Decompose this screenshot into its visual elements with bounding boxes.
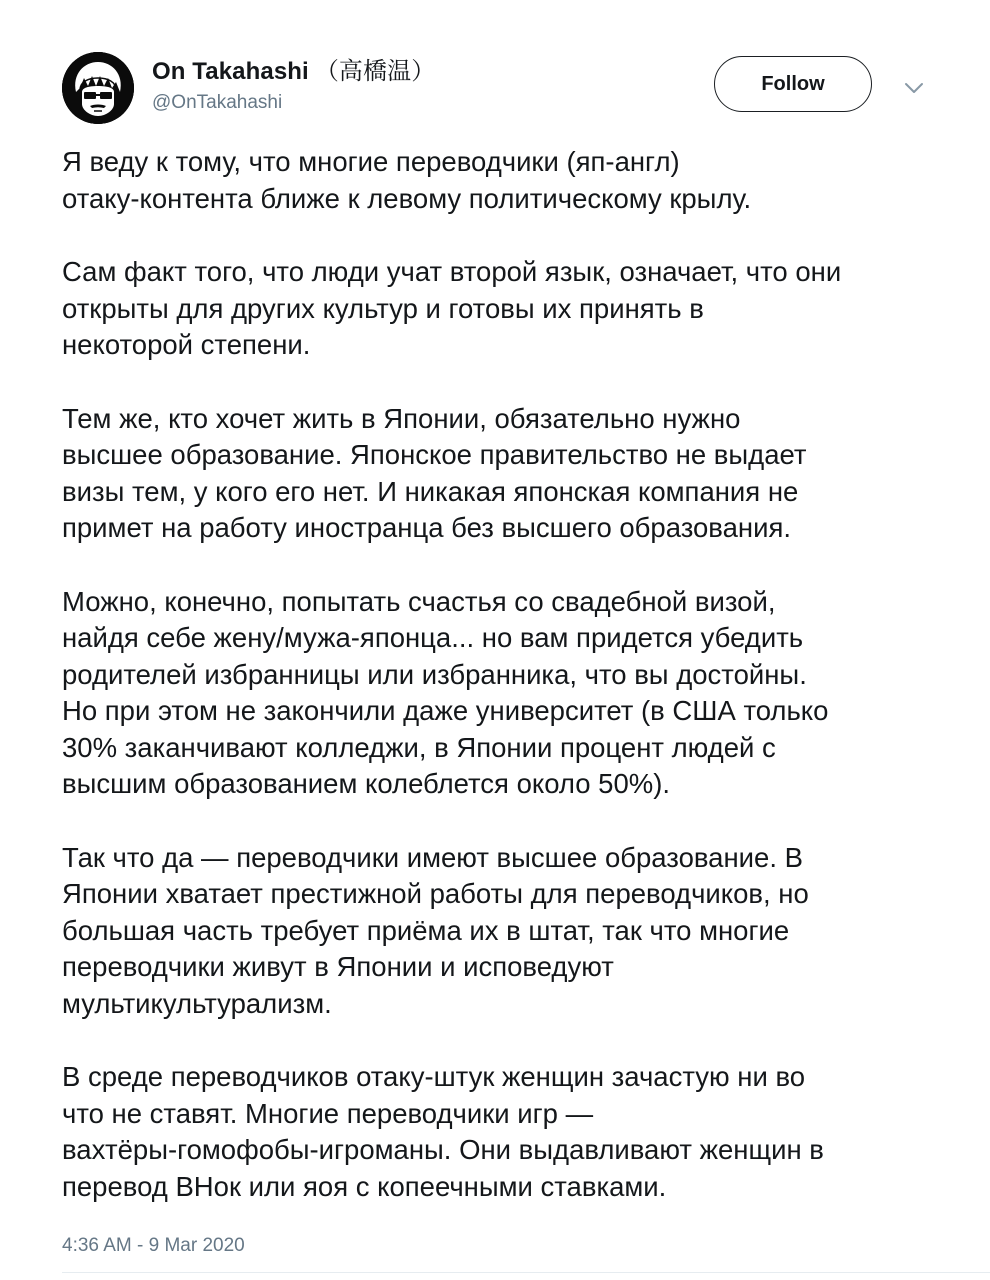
tweet-line: отаку-контента ближе к левому политическому крылу. — [62, 182, 752, 214]
follow-button[interactable]: Follow — [714, 56, 872, 112]
tweet-paragraph — [62, 840, 942, 1023]
tweet-line: Так что да — переводчики имеют высшее образование. В — [62, 841, 803, 873]
author-name: On Takahashi — [152, 58, 309, 85]
tweet-line: мультикультурализм. — [62, 987, 332, 1019]
tweet-line: открыты для других культур и готовы их принять в — [62, 292, 704, 324]
tweet-line: найдя себе жену/мужа-японца... но вам придется убедить — [62, 622, 804, 653]
tweet-line: В среде переводчиков отаку-штук женщин зачастую ни во — [62, 1061, 806, 1092]
avatar-illustration-icon — [62, 52, 134, 124]
tweet-paragraph — [62, 144, 942, 217]
tweet-timestamp[interactable]: 4:36 AM - 9 Mar 2020 — [62, 1235, 245, 1256]
tweet-text — [62, 144, 942, 1242]
author-name-kanji: （高橋温） — [314, 58, 436, 85]
tweet-line: родителей избранницы или избранника, что вы достойны. — [62, 658, 807, 690]
tweet-line: большая часть требует приёма их в штат, так что многие — [62, 914, 790, 946]
tweet-line: Но при этом не закончили даже университет (в США только — [62, 695, 829, 726]
tweet-paragraph — [62, 584, 942, 803]
tweet-line: высшим образованием колеблется около 50%). — [62, 768, 671, 799]
divider — [62, 1272, 990, 1273]
tweet-line: перевод ВНок или яоя с копеечными ставками. — [62, 1170, 667, 1202]
tweet-line: высшее образование. Японское правительство не выдает — [62, 439, 807, 470]
author-display-name[interactable] — [152, 58, 435, 86]
tweet-line: вахтёры-гомофобы-игроманы. Они выдавливают женщин в — [62, 1134, 824, 1165]
tweet-line: Я веду к тому, что многие переводчики (яп-англ) — [62, 146, 680, 177]
tweet-line: Можно, конечно, попытать счастья со свадебной визой, — [62, 585, 776, 617]
tweet-line: примет на работу иностранца без высшего образования. — [62, 512, 791, 543]
tweet-line: 30% заканчивают колледжи, в Японии процент людей с — [62, 731, 776, 763]
author-handle[interactable]: @OnTakahashi — [152, 92, 283, 113]
tweet-paragraph — [62, 254, 942, 364]
tweet-line: Сам факт того, что люди учат второй язык, означает, что они — [62, 256, 842, 287]
tweet-line: что не ставят. Многие переводчики игр — — [62, 1097, 594, 1129]
tweet-line: Тем же, кто хочет жить в Японии, обязательно нужно — [62, 402, 741, 434]
tweet-line: переводчики живут в Японии и исповедуют — [62, 951, 614, 982]
chevron-down-icon — [903, 81, 925, 95]
avatar[interactable] — [62, 52, 134, 124]
tweet-line: визы тем, у кого его нет. И никакая японская компания не — [62, 475, 799, 507]
tweet-paragraph — [62, 401, 942, 547]
tweet-line: Японии хватает престижной работы для переводчиков, но — [62, 878, 809, 909]
more-options-button[interactable] — [900, 76, 928, 100]
tweet-paragraph — [62, 1059, 942, 1205]
tweet-line: некоторой степени. — [62, 329, 311, 360]
